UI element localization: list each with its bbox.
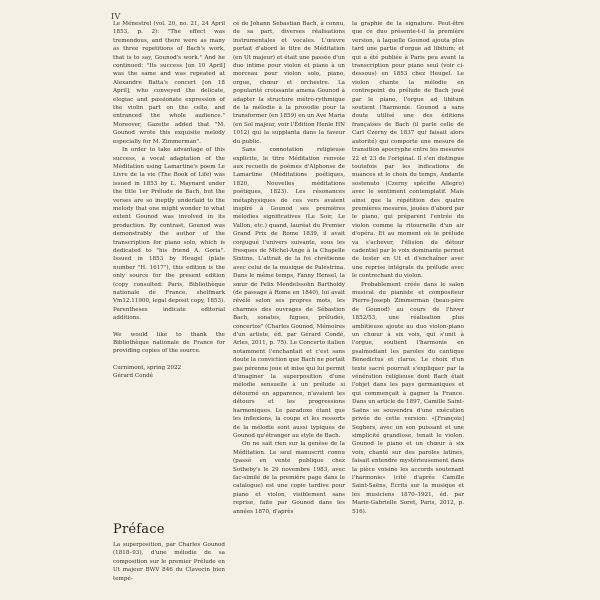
paragraph: cé de Johann Sebastian Bach, à connu, de sa part, diverses réalisations instrumentales et vocales. L'œuvre portait d'abord le titre de Méditation (en Ut majeur) et était une passée d'un duo intime pour violon et piano à un morceau pour violon solo, piano, orgue, chœur et orchestre. La popularité croissante amena Gounod à adapter la structure métro-rythmique de la mélodie à la prosodie pour la transformer (en 1859) en un Ave Maria (en Sol majeur, voir l'Édition Henle HN 1012) qui la supplanta dans la faveur du public. <box>233 21 345 145</box>
preface-paragraph: La superposition, par Charles Gounod (1818–93), d'une mélodie de sa composition sur le premier Prélude en Ut majeur BWV 846 du Clavecin bien tempé- <box>113 542 225 582</box>
author-signature: Gérard Condé <box>113 373 153 380</box>
place-date: Curnimont, spring 2022 <box>113 364 182 371</box>
paragraph: Probablement créée dans le salon musical du pianiste et compositeur Pierre-Joseph Zimmerman (beau-père de Gounod) au cours de l'hiver 1852/53, une réalisation plus ambitieuse ajoute au duo violon-piano un chœur à six voix, qui s'unit à l'orgue, soutient l'harmonie en psalmodiant les paroles du cantique Benedictus et clarus. Le choix d'un texte sacré pourrait s'expliquer par la vénération religieuse dont Bach était l'objet dans les pays germaniques et qui commençait à gagner la France. Dans un article de 1897, Camille Saint-Saëns se souvendra d'une exécution privée de cette version: «[François] Seghers, avec un son puissant et une simplicité grandiose, tenait le violon. Gounod le piano et un chœur à six voix, chanté sur des paroles latines, faisait entendre mystérieusement dans la pièce voisine les accords soutenant l'harmonie» (cité d'après Camille Saint-Saëns, Écrits sur la musique et les musiciens 1870–1921, éd. par Marie-Gabrielle Soret, Paris, 2012, p. 516). <box>352 281 464 515</box>
column-french-middle <box>233 20 345 516</box>
acknowledgement: We would like to thank the Bibliothèque nationale de France for providing copies of the source. <box>113 331 225 355</box>
paragraph: In order to take advantage of this success, a vocal adaptation of the Méditation using Lamartine's poem Le Livre de la vie (The Book of Life) was issued in 1853 by L. Maynard under the title 1er Prélude de Bach, but the verses are so ineptly underlaid to the melody that one might wonder to what extent Gounod was involved in its production. By contrast, Gounod was demonstrably the author of the transcription for piano solo, which is dedicated to "his friend A. Goria". Issued in 1853 by Heugel (plate number "H. 1617"), this edition is the only source for the present edition (copy consulted: Paris, Bibliothèque nationale de France, shelfmark Vm12.11900, legal deposit copy, 1853). Parentheses indicate editorial additions. <box>113 147 225 322</box>
page-number: IV <box>111 12 121 21</box>
paragraph: On ne sait rien sur la genèse de la Méditation. Le seul manuscrit connu (passé en vente publique chez Sotheby's le 29 novembre 1983, avec fac-similé de la première page dans le catalogue) est une copie tardive pour piano et violon, visiblement sans reprise, faite par Gounod dans les années 1870, d'après <box>233 441 345 515</box>
paragraph: Sans connotation religieuse explicite, le titre Méditation renvoie aux recueils de poèmes d'Alphonse de Lamartine (Méditations poétiques, 1820, Nouvelles méditations poétiques, 1823). Les résonances métaphysiques de ces vers avaient inspiré à Gounod ses premières mélodies significatives (Le Soir, Le Vallon, etc.) quand, lauréat du Premier Grand Prix de Rome 1839, il avait conjugué l'univers suivante, sous les fresques de Michel-Ange à la Chapelle Sixtine. L'attrait de la foi chrétienne avec celui de la musique de Palestrina. Dans le même temps, Fanny Hensel, la sœur de Felix Mendelssohn Bartholdy (de passage à Rome en 1840), lui avait révélé selon ses propres mots, les charmes des ouvrages de Sébastien Bach, sonates, fugues, préludes, concertos" (Charles Gounod, Mémoires d'un artiste, éd. par Gérard Condé, Arles, 2011, p. 75). Le Concerto italien notamment l'enchantait et c'est sans doute la conviction que Bach ne portait pas pérenne joue et mise qui lui permit d'imaginer la superposition d'une mélodie sensuelle à un prélude si détourné en apparence, n'avaient les détours et les progressions harmoniques. Le paradoxe étant que les inflexions, la coupe et les ressorts de la mélodie sont aussi typiques de Gounod qu'étranger au style de Bach. <box>233 147 345 439</box>
column-english <box>113 20 225 381</box>
paragraph: Le Ménestrel (vol. 20, no. 21, 24 April 1853, p. 2): "The effect was tremendous, and there were as many as three repetitions of Bach's work, that is to say, Gounod's work." And he continued: "Its success [on 10 April] was the same and was repeated at Alexandre Batta's concert [on 18 April], who conveyed the delicate, elegiac and passionate expression of the violin part on the cello, and entranced the whole audience." Moreover, Gazette added that "M. Gounod wrote this exquisite melody especially for M. Zimmerman". <box>113 21 225 145</box>
preface-heading: Préface <box>113 522 165 537</box>
column-french-right <box>352 20 464 516</box>
paragraph: la graphie de la signature. Peut-être que ce duo présente-t-il la première version, à laquelle Gounod ajouta plus tard une partie d'orgue ad libitum; et qui a été publiée à Paris peu avant la transcription pour piano seul (voir ci-dessous) en 1853 chez Heugel. Le violon chante la mélodie en contrepoint du prélude de Bach joué par le piano, l'orgue ad libitum soutient l'harmonie. Gounod a sans doute utilisé une des éditions françaises de Bach (il parle celle de Carl Czerny de 1837 qui faisait alors autorité) qui comporte une mesure de transition apocryphe entre les mesures 22 et 23 de l'original. Il s'en distingue toutefois par les indications de nuances et le choix du temps, Andante sostenuto (Czerny spécifie Allegro) avec le sentiment contemplatif. Mais ainsi que la répétition des quatre premières mesures, jouées d'abord par le piano, qui préparent l'entrée du violon comme la ritournelle d'un air d'opéra. Et au moment où le prélude va s'achever, l'élision du détour cadentiel par le voix dominante permet de tester en Ut et d'enchaîner avec une reprise intégrale du prélude avec le contrechant du violon. <box>352 21 464 280</box>
